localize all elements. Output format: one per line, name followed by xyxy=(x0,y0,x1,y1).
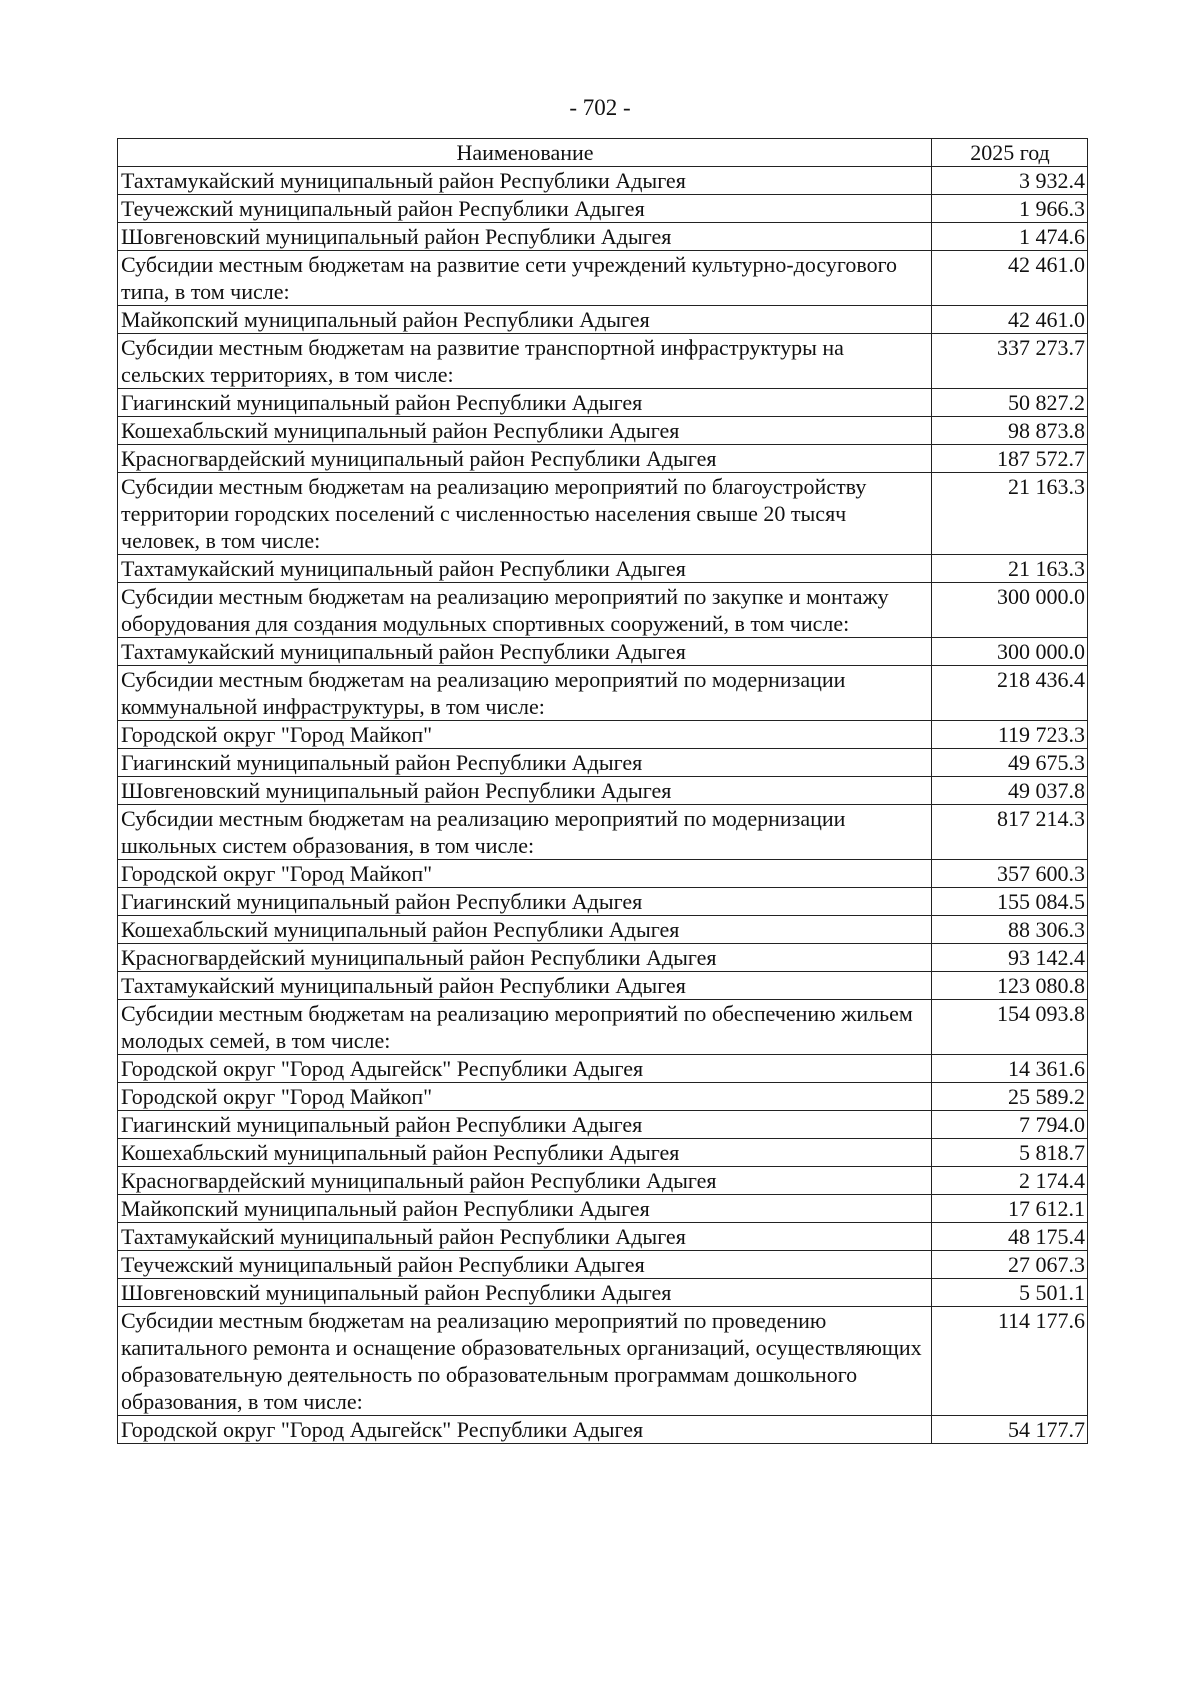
row-name-cell: Субсидии местным бюджетам на реализацию мероприятий по модернизации школьных систем образования, в том числе: xyxy=(118,805,932,860)
row-name-cell: Городской округ "Город Майкоп" xyxy=(118,1083,932,1111)
table-row xyxy=(118,1083,1088,1111)
table-row xyxy=(118,916,1088,944)
row-value-cell: 300 000.0 xyxy=(932,638,1088,666)
row-value-cell: 54 177.7 xyxy=(932,1416,1088,1444)
table-row xyxy=(118,167,1088,195)
table-row xyxy=(118,666,1088,721)
table-row xyxy=(118,555,1088,583)
table-row xyxy=(118,1416,1088,1444)
row-value-cell: 7 794.0 xyxy=(932,1111,1088,1139)
row-name-cell: Красногвардейский муниципальный район Республики Адыгея xyxy=(118,445,932,473)
row-name-cell: Кошехабльский муниципальный район Республики Адыгея xyxy=(118,417,932,445)
table-row xyxy=(118,1279,1088,1307)
row-name-cell: Тахтамукайский муниципальный район Республики Адыгея xyxy=(118,167,932,195)
row-name-cell: Тахтамукайский муниципальный район Республики Адыгея xyxy=(118,555,932,583)
row-value-cell: 42 461.0 xyxy=(932,306,1088,334)
row-name-cell: Шовгеновский муниципальный район Республики Адыгея xyxy=(118,223,932,251)
table-row xyxy=(118,583,1088,638)
page-number: - 702 - xyxy=(569,95,631,120)
row-value-cell: 25 589.2 xyxy=(932,1083,1088,1111)
table-row xyxy=(118,638,1088,666)
row-name-cell: Городской округ "Город Адыгейск" Республики Адыгея xyxy=(118,1055,932,1083)
row-value-cell: 155 084.5 xyxy=(932,888,1088,916)
row-value-cell: 1 966.3 xyxy=(932,195,1088,223)
row-value-cell: 817 214.3 xyxy=(932,805,1088,860)
row-name-cell: Городской округ "Город Майкоп" xyxy=(118,721,932,749)
row-name-cell: Кошехабльский муниципальный район Республики Адыгея xyxy=(118,916,932,944)
table-row xyxy=(118,777,1088,805)
row-name-cell: Красногвардейский муниципальный район Республики Адыгея xyxy=(118,1167,932,1195)
table-row xyxy=(118,334,1088,389)
table-row xyxy=(118,1055,1088,1083)
column-header-year: 2025 год xyxy=(932,139,1088,167)
row-name-cell: Красногвардейский муниципальный район Республики Адыгея xyxy=(118,944,932,972)
row-value-cell: 21 163.3 xyxy=(932,555,1088,583)
column-header-name: Наименование xyxy=(118,139,932,167)
table-row xyxy=(118,1251,1088,1279)
row-name-cell: Субсидии местным бюджетам на реализацию мероприятий по обеспечению жильем молодых семей, в том числе: xyxy=(118,1000,932,1055)
row-name-cell: Городской округ "Город Майкоп" xyxy=(118,860,932,888)
row-value-cell: 2 174.4 xyxy=(932,1167,1088,1195)
table-row xyxy=(118,306,1088,334)
table-row xyxy=(118,445,1088,473)
row-name-cell: Субсидии местным бюджетам на развитие сети учреждений культурно-досугового типа, в том числе: xyxy=(118,251,932,306)
row-name-cell: Субсидии местным бюджетам на реализацию мероприятий по закупке и монтажу оборудования для создания модульных спортивных сооружений, в том числе: xyxy=(118,583,932,638)
table-row xyxy=(118,1167,1088,1195)
row-name-cell: Теучежский муниципальный район Республики Адыгея xyxy=(118,1251,932,1279)
row-name-cell: Гиагинский муниципальный район Республики Адыгея xyxy=(118,749,932,777)
row-name-cell: Гиагинский муниципальный район Республики Адыгея xyxy=(118,389,932,417)
row-name-cell: Субсидии местным бюджетам на реализацию мероприятий по благоустройству территории городских поселений с численностью населения свыше 20 тысяч человек, в том числе: xyxy=(118,473,932,555)
row-value-cell: 49 675.3 xyxy=(932,749,1088,777)
row-name-cell: Субсидии местным бюджетам на реализацию мероприятий по модернизации коммунальной инфраструктуры, в том числе: xyxy=(118,666,932,721)
row-value-cell: 5 501.1 xyxy=(932,1279,1088,1307)
row-value-cell: 357 600.3 xyxy=(932,860,1088,888)
row-value-cell: 49 037.8 xyxy=(932,777,1088,805)
row-name-cell: Кошехабльский муниципальный район Республики Адыгея xyxy=(118,1139,932,1167)
row-name-cell: Гиагинский муниципальный район Республики Адыгея xyxy=(118,1111,932,1139)
row-value-cell: 1 474.6 xyxy=(932,223,1088,251)
row-name-cell: Шовгеновский муниципальный район Республики Адыгея xyxy=(118,1279,932,1307)
row-value-cell: 14 361.6 xyxy=(932,1055,1088,1083)
row-name-cell: Майкопский муниципальный район Республики Адыгея xyxy=(118,1195,932,1223)
table-row xyxy=(118,1195,1088,1223)
row-value-cell: 3 932.4 xyxy=(932,167,1088,195)
row-name-cell: Гиагинский муниципальный район Республики Адыгея xyxy=(118,888,932,916)
table-row xyxy=(118,223,1088,251)
row-value-cell: 88 306.3 xyxy=(932,916,1088,944)
row-name-cell: Субсидии местным бюджетам на развитие транспортной инфраструктуры на сельских территориях, в том числе: xyxy=(118,334,932,389)
table-row xyxy=(118,473,1088,555)
table-row xyxy=(118,721,1088,749)
row-value-cell: 154 093.8 xyxy=(932,1000,1088,1055)
row-name-cell: Майкопский муниципальный район Республики Адыгея xyxy=(118,306,932,334)
table-body xyxy=(118,167,1088,1444)
row-name-cell: Субсидии местным бюджетам на реализацию мероприятий по проведению капитального ремонта и оснащение образовательных организаций, осуществляющих образовательную деятельность по образовательным программам дошкольного образования, в том числе: xyxy=(118,1307,932,1416)
row-value-cell: 114 177.6 xyxy=(932,1307,1088,1416)
row-value-cell: 123 080.8 xyxy=(932,972,1088,1000)
row-name-cell: Шовгеновский муниципальный район Республики Адыгея xyxy=(118,777,932,805)
row-name-cell: Теучежский муниципальный район Республики Адыгея xyxy=(118,195,932,223)
table-row xyxy=(118,944,1088,972)
row-value-cell: 337 273.7 xyxy=(932,334,1088,389)
row-value-cell: 21 163.3 xyxy=(932,473,1088,555)
table-header-row xyxy=(118,139,1088,167)
table-row xyxy=(118,1223,1088,1251)
table-row xyxy=(118,749,1088,777)
row-value-cell: 187 572.7 xyxy=(932,445,1088,473)
table-row xyxy=(118,888,1088,916)
table-row xyxy=(118,1139,1088,1167)
row-value-cell: 98 873.8 xyxy=(932,417,1088,445)
table-row xyxy=(118,1000,1088,1055)
table-row xyxy=(118,195,1088,223)
table-row xyxy=(118,1111,1088,1139)
row-name-cell: Тахтамукайский муниципальный район Республики Адыгея xyxy=(118,1223,932,1251)
row-value-cell: 93 142.4 xyxy=(932,944,1088,972)
row-value-cell: 48 175.4 xyxy=(932,1223,1088,1251)
row-value-cell: 42 461.0 xyxy=(932,251,1088,306)
row-value-cell: 119 723.3 xyxy=(932,721,1088,749)
table-row xyxy=(118,860,1088,888)
table-row xyxy=(118,251,1088,306)
row-value-cell: 218 436.4 xyxy=(932,666,1088,721)
row-name-cell: Тахтамукайский муниципальный район Республики Адыгея xyxy=(118,638,932,666)
budget-table xyxy=(117,138,1088,1444)
table-row xyxy=(118,805,1088,860)
row-value-cell: 50 827.2 xyxy=(932,389,1088,417)
row-value-cell: 17 612.1 xyxy=(932,1195,1088,1223)
row-value-cell: 300 000.0 xyxy=(932,583,1088,638)
table-row xyxy=(118,972,1088,1000)
row-value-cell: 27 067.3 xyxy=(932,1251,1088,1279)
row-name-cell: Тахтамукайский муниципальный район Республики Адыгея xyxy=(118,972,932,1000)
table-row xyxy=(118,389,1088,417)
row-value-cell: 5 818.7 xyxy=(932,1139,1088,1167)
table-row xyxy=(118,1307,1088,1416)
row-name-cell: Городской округ "Город Адыгейск" Республики Адыгея xyxy=(118,1416,932,1444)
table-row xyxy=(118,417,1088,445)
